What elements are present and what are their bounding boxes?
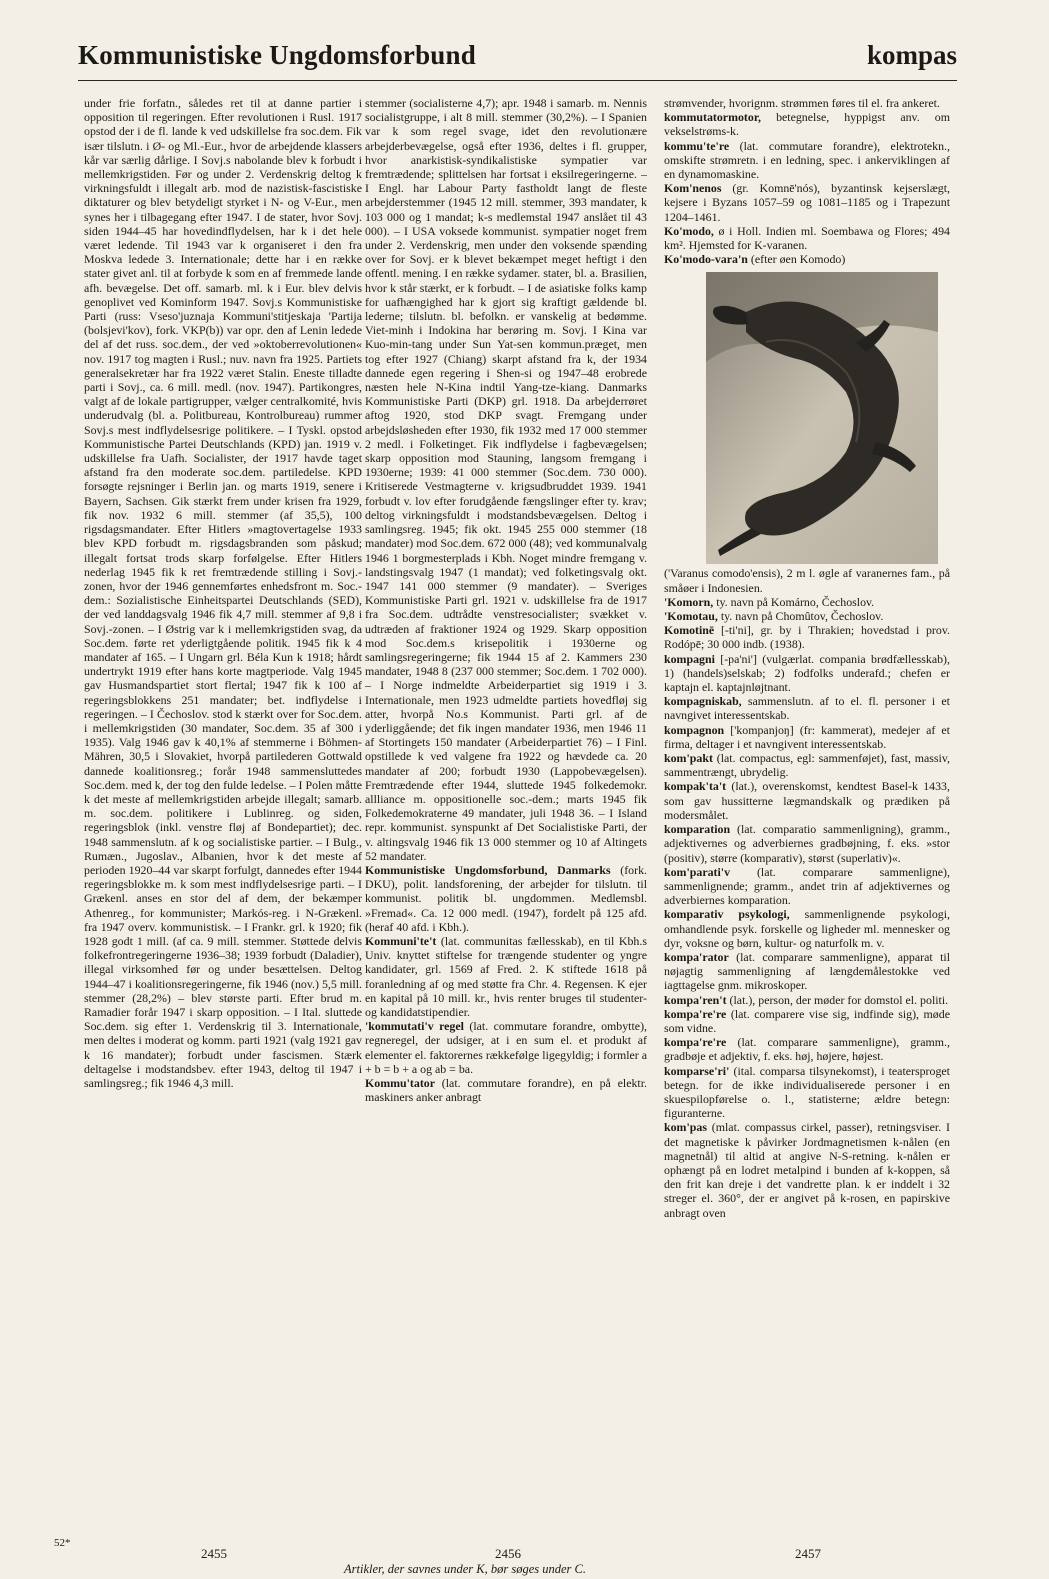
headword: Ko'modo, [664,223,714,238]
headword: kom'parati'v [664,864,731,879]
headword: kompa'ren't [664,992,727,1007]
entry-komparseri [664,1064,950,1121]
entry-body: (lat.), person, der møder for domstol el. politi. [729,992,949,1007]
entry-body: ty. navn på Komárno, Čechoslov. [716,594,875,609]
entry-kompagnon [664,723,950,751]
page-number-right: 2457 [795,1546,821,1561]
entry-komparativ [664,865,950,908]
headword: Kom'nenos [664,181,722,196]
entry-kompaktat [664,779,950,822]
entry-komparere-2 [664,1035,950,1063]
headword: kom'pas [664,1120,707,1135]
entry-body: [-pa'ni'] (vulgærlat. compania brødfællesskab), 1) (handels)selskab; 2) fodfolks underafd.; chefen er kaptajn el. kaptajnløjtnant. [664,651,950,695]
entry-komparation [664,822,950,865]
entry-body: (gr. Komnē'nós), byzantinsk kejserslægt, kejsere i Byzans 1057–59 og 1081–1185 og i Trapezunt 1204–1461. [664,181,950,224]
entry-komorn [664,595,950,609]
header-rule [78,80,957,81]
entry-body: (lat. comparare sammenligne), apparat til nøjagtig sammenligning af længdemålestokke ved iagttagelse gnm. mikroskoper. [664,949,950,993]
running-head-right: kompas [866,40,957,70]
headword: kompagnon [664,722,725,737]
entry-body: (lat. compactus, egl: sammenføjet), fast, massiv, sammentrængt, ubrydelig. [664,751,950,780]
page-number-center: 2456 [495,1546,521,1561]
headword: komparativ psykologi, [664,907,790,922]
entry-continuation: strømvender, hvorignm. strømmen føres til el. fra ankeret. [664,96,940,110]
headword: kompagniskab, [664,694,742,709]
headword: Kommuni'te't [365,933,437,948]
entry-komotine [664,623,950,651]
entry-body: (lat. comparere vise sig, indfinde sig), møde som vidne. [664,1006,950,1035]
headword: komparse'ri' [664,1063,730,1078]
headword: komparation [664,822,731,837]
column-1 [84,96,362,1526]
entry-komnenos [664,181,950,224]
page-number-left: 2455 [201,1546,227,1561]
entry-komodo [664,224,950,252]
entry-kompakt [664,751,950,779]
headword: kommu'te're [664,138,730,153]
entry-kompagniskab [664,694,950,722]
headword: Ko'modo-vara'n [664,252,748,267]
footer-note: Artikler, der savnes under K, bør søges under C. [344,1562,586,1576]
entry-komodo-varan [664,252,950,266]
entry-kompagni [664,652,950,695]
printer-signature: 52* [54,1537,71,1549]
entry-body: (lat. communitas fællesskab), en til Kbh.s Univ. knyttet stiftelse for trængende studenter og yngre kandidater, grl. 1569 af Fred. 2. K stiftede 1618 på foranledning af og med støtte fra Chr. 4. Regensen. K ejer en kapital på 10 mill. kr., hvis renter bruges til studenter- og kandidatstipendier. [365,933,647,1019]
running-head-left: Kommunistiske Ungdomsforbund [78,40,476,70]
entry-kommutere [664,139,950,182]
headword: kommutatormotor, [664,110,761,125]
entry-body: (lat. commutare forandre, ombytte), regneregel, der udsiger, at i en sum el. et produkt af elementer el. faktorernes rækkefølge ligegyldig; i formler a + b = b + a og ab = ba. [365,1019,647,1076]
entry-body: sammenlignende psykologi, omhandlende psyk. forskelle og ligheder ml. mennesker og dyr, voksne og børn, kultur- og naturfolk m. v. [664,907,950,950]
photo-caption: ('Varanus comodo'ensis), 2 m l. øgle af varanernes fam., på småøer i Indonesien. [664,566,950,595]
headword: kompak'ta't [664,779,727,794]
entry-komparere-1 [664,1007,950,1035]
komodo-dragon-illustration [706,272,938,564]
entry-body: (lat. comparare sammenligne), sammenlignende; gramm., andet trin af adjektivernes og adverbiernes komparation. [664,864,950,908]
headword: 'kommutati'v regel [365,1019,464,1034]
entry-body: (lat. commutare forandre), en på elektr. maskiners anker anbragt [365,1076,647,1105]
entry-kommutator [365,1076,647,1104]
entry-body: betegnelse, hyppigst anv. om vekselstrøms-k. [664,110,950,139]
entry-kommutativ-regel [365,1019,647,1076]
headword: 'Komotau, [664,609,718,624]
entry-komparator [664,950,950,993]
entry-body: (efter øen Komodo) [750,252,846,267]
headword: kompa're're [664,1035,727,1050]
entry-kommutatormotor [664,110,950,138]
headword: 'Komorn, [664,594,714,609]
entry-body: (lat.), overenskomst, kendtest Basel-k 1433, som gav hussitterne lægmandskalk og prædiken på modersmålet. [664,779,950,822]
entry-kompas [664,1120,950,1219]
running-head [78,40,957,80]
column-2 [365,96,647,1526]
komodo-dragon-photo [706,272,938,564]
entry-komparent [664,993,950,1007]
entry-body: ['kompanjoŋ] (fr: kammerat), medejer af et firma, deltager i et navngivent interessentskab. [664,722,950,751]
entry-body: (mlat. compassus cirkel, passer), retningsviser. I det magnetiske k påvirker Jordmagnetismen k-nålen (en magnetnål) til altid at angive N-S-retning. k-nålen er ophængt på en lodret metalpind i bunden af k-koppen, så den frit kan dreje i det vandrette plan. k er inddelt i 32 streger el. 360°, der er angivet på k-rosen, en papirskive anbragt oven [664,1120,950,1220]
headword: Kommu'tator [365,1076,436,1091]
entry-body: ty. navn på Chomûtov, Čechoslov. [720,609,884,624]
entry-body: sammenslutn. af to el. fl. personer i et navngivet interessentskab. [664,694,950,723]
entry-body: (lat. comparare sammenligne), gramm., gradbøje et adjektiv, f. eks. høj, højere, højest. [664,1035,950,1064]
entry-kommunitet [365,934,647,1019]
entry-body: (fork. DKU), polit. landsforening, der arbejder for tilslutn. til kommunist. politik bl. ungdommen. Medlemsbl. »Fremad«. Ca. 12 000 medl. (1947), fordelt på 125 afd. (heraf 40 afd. i Kbh.). [365,862,647,934]
column-2-text: stemmer (socialisterne 4,7); apr. 1948 i samarb. m. Nennis socialistgruppe, i alt 8 mill. stemmer (30,2%). – I Spanien var k som regel svage, idet den revolutionære arbejderbevægelse, også efter 1936, deltes i fl. grupper, hvor anarkistisk-syndikalistiske sympatier var fremtrædende; splittelsen har fortsat i eksilregeringerne. – I Engl. har Labour Party fastholdt langt de fleste arbejderstemmer (1945 12 mill. stemmer, 393 mandater, k 103 000 og 1 mandat; k-s medlemstal 1947 anslået til 43 000). – I USA voksede kommunist. sympatier noget frem under 2. Verdenskrig, men under den voksende spænding over for Sovj. er k blevet bekæmpet meget heftigt i den offentl. mening. I en række sydamer. stater, bl. a. Brasilien, hvor k står stærkt, er k forbudt. – I de asiatiske folks kamp for uafhængighed har k gjort sig kraftigt gældende bl. lederne; tilslutn. bl. befolkn. er vanskelig at bedømme. Viet-minh i Indokina har berøring m. Sovj. I Kina var Kuo-min-tang under Sun Yat-sen kommun.præget, men tog efter 1927 (Chiang) skarpt afstand fra k, der 1934 dannede egen regering i Shen-si og 1947–48 erobrede næsten hele N-Kina indtil Yang-tze-kiang. Danmarks Kommunistiske Parti (DKP) grl. 1918. Da arbejderrøret aftog 1920, stod DKP svagt. Fremgang under arbejdsløsheden efter 1930, fik 1932 med 17 000 stemmer 2 medl. i Folketinget. Fik indflydelse i fagbevægelsen; skarp opposition mod Stauning, langsom fremgang i 1930erne; 1939: 41 000 stemmer (Soc.dem. 730 000). Kritiserede Vestmagterne v. krigsudbruddet 1939. 1941 forbudt v. lov efter forudgående fængslinger efter ty. krav; deltog virkningsfuldt i modstandsbevægelsen. Deltog i samlingsreg. 1945; fik okt. 1945 255 000 stemmer (18 mandater) mod Soc.dem. 672 000 (48); ved kommunalvalg 1946 1 borgmesterplads i Kbh. Noget mindre fremgang v. landstingsvalg 1947 (1 mandat); ved folketingsvalg okt. 1947 141 000 stemmer (9 mandater). – Sveriges Kommunistiske Parti grl. 1921 v. udskillelse fra de 1917 fra Soc.dem. udtrådte venstresocialister; svækket v. udtræden af fraktioner 1924 og 1929. Skarp opposition mod Soc.dem.s krisepolitik i 1930erne og samlingsregeringerne; fik 1944 15 af 2. Kammers 230 mandater, 1948 8 (237 000 stemmer; Soc.dem. 1 702 000). – I Norge indmeldte Arbeiderpartiet sig 1919 i 3. Internationale, men 1923 udmeldte partiets hovedfløj sig atter, hvorpå No.s Kommunist. Parti grl. af de yderliggående; det fik ingen mandater 1936, men 1946 11 af Stortingets 150 mandater (Arbeiderpartiet 76) – I Finl. opstillede k ved valgene fra 1922 og hævdede ca. 20 mandater af 200; forbudt 1930 (Lappobevægelsen). Fremtrædende efter 1944, sluttede 1945 folkedemokr. allliance m. oppositionelle soc.-dem.; marts 1945 fik Folkedemokraterne 49 mandater, juli 1948 36. – I Island repr. kommunist. synspunkt af Det Socialistiske Parti, der v. altingsvalg 1946 fik 13 000 stemmer og 10 af Altingets 52 mandater. [365,96,647,863]
headword: kompagni [664,651,715,666]
column-3 [664,96,950,1526]
entry-body: [-ti'ni], gr. by i Thrakien; hovedstad i prov. Rodópē; 30 000 indb. (1938). [664,623,950,652]
headword: kom'pakt [664,751,713,766]
entry-komparativ-psykologi [664,907,950,950]
headword: Komotinē [664,623,715,638]
entry-body: (lat. commutare forandre), elektrotekn., omskifte strømretn. i en ledning, spec. i ankerviklingen af en dynamomaskine. [664,138,950,182]
entry-body: (lat. comparatio sammenligning), gramm., adjektivernes og adverbiernes gradbøjning, f. eks. »stor (positiv), større (komparativ), størst (superlativ)«. [664,822,950,865]
entry-komotau [664,609,950,623]
entry-body: (ital. comparsa tilsynekomst), i teatersproget betegn. for de ikke individualiserede personer i en skuespilopførelse o. l., statisterne; ældre betegn: figuranterne. [664,1063,950,1121]
headword: kompa're're [664,1006,727,1021]
entry-kommunistiske-ungdomsforbund [365,863,647,934]
column-1-text: under frie forfatn., således ret til at danne partier i opposition til regeringen. Efter revolutionen i Rusl. 1917 opstod der i de fl. lande k ved udskillelse fra soc.dem. Fik især tilslutn. i Ø- og Ml.-Eur., hvor de arbejdende klassers kår var særlig dårlige. I Sovj.s nabolande blev k forbudt i mellemkrigstiden. Før og under 2. Verdenskrig deltog k virkningsfuldt i illegalt arb. mod de nazistisk-fascistiske diktaturer og blev betydeligt styrket i N- og V-Eur., men synes her i tilbagegang efter 1947. I de stater, hvor Sovj. siden 1944–45 har hovedindflydelsen, har k i det hele været ledende. Til 1943 var k organiseret i den fra Moskva ledede 3. Internationale; dette har i en række stater givet anl. til at forbyde k som en af fremmede lande afh. bevægelse. Det off. samarb. ml. k i Eur. blev delvis genoplivet ved Kominform 1947. Sovj.s Kommunistiske Parti (russ: Vseso'juznaja Kommuni'stitjeskaja 'Partija (bolsjevi'kov), fork. VKP(b)) var opr. den af Lenin ledede del af det russ. soc.dem., der ved »oktoberrevolutionen« nov. 1917 tog magten i Rusl.; nuv. navn fra 1925. Partiets generalsekretær har fra 1922 været Stalin. Eneste tilladte parti i Sovj., ca. 6 mill. medl. (nov. 1947). Partikongres, valgt af de lokale partigrupper, vælger centralkomité, hvis underudvalg (bl. a. Politbureau, Kontrolbureau) rummer Sovj.s mest indflydelsesrige politikere. – I Tyskl. opstod Kommunistische Partei Deutschlands (KPD) jan. 1919 v. udskillelse fra Uafh. Socialister, der 1917 havde taget afstand fra den moderate soc.dem. partiledelse. KPD forsøgte rejsninger i Berlin jan. og marts 1919, senere i Bayern, Sachsen. Gik stærkt frem under krisen fra 1929, fik nov. 1932 6 mill. stemmer (af 35,5), 100 rigsdagsmandater. Efter Hitlers »magtovertagelse 1933 blev KPD forbudt m. rigsdagsbranden som påskud; illegalt fortsat trods skarp forfølgelse. Efter Hitlers nederlag 1945 fik k ret fremtrædende stilling i Sovj.-zonen, hvor der 1946 gennemførtes enhedsfront m. Soc.-dem.: Sozialistische Einheitspartei Deutschlands (SED), der ved landdagsvalg 1946 fik 4,7 mill. stemmer af 9,8 i Sovj.-zonen. – I Østrig var k i mellemkrigstiden svag, da Soc.dem. førte ret yderligtgående politik. 1945 fik k 4 mandater af 165. – I Ungarn grl. Béla Kun k 1918; hårdt undertrykt 1919 efter hans korte magtperiode. Valg 1945 gav Husmandspartiet stort flertal; 1947 fik k 100 af regeringsblokkens 251 mandater; bet. indflydelse i regeringen. – I Čechoslov. stod k stærkt over for Soc.dem. i mellemkrigstiden (30 mandater, Soc.dem. 35 af 300 i 1935). Valg 1946 gav k 40,1% af stemmerne i Böhmen-Mähren, 30,5 i Slovakiet, hvorpå partilederen Gottwald dannede koalitionsreg.; forår 1948 sammensluttedes Soc.dem. med k, der tog den fulde ledelse. – I Polen måtte k det meste af mellemkrigstiden arbejde illegalt; samarb. m. soc.dem. politikere i Lublinreg. og siden, regeringsblok (inkl. venstre fløj af Bondepartiet); dec. 1948 sammenslutn. af k og socialistiske partier. – I Bulg., Rumæn., Jugoslav., Albanien, hvor k det meste af perioden 1920–44 var skarpt forfulgt, dannedes efter 1944 regeringsblokke m. k som mest indflydelsesrige parti. – I Grækenl. anses en stor del af dem, der bekæmper Athenreg., for kommunister; Markós-reg. i N-Grækenl. fra 1947 overv. kommunistisk. – I Frankr. grl. k 1920; fik 1928 godt 1 mill. (af ca. 9 mill. stemmer. Støttede delvis folkefrontregeringerne 1936–38; 1939 forbudt (Daladier), illegal virksomhed før og under besættelsen. Deltog 1944–47 i koalitionsregeringerne, fik 1946 (nov.) 5,5 mill. stemmer (28,2%) – blev største parti. Efter brud m. Ramadier forår 1947 i skarp opposition. – I Ital. sluttede Soc.dem. sig efter 1. Verdenskrig til 3. Internationale, men deltes i moderat og komm. parti 1921 (valg 1921 gav k 16 mandater); forbudt under fascismen. Stærk deltagelse i modstandsbev. efter 1943, deltog til 1947 i samlingsreg.; fik 1946 4,3 mill. [84,96,362,1091]
headword: kompa'rator [664,949,729,964]
entry-body: ø i Holl. Indien ml. Soembawa og Flores; 494 km². Hjemsted for K-varanen. [664,223,950,253]
headword: Kommunistiske Ungdomsforbund, Danmarks [365,862,611,877]
